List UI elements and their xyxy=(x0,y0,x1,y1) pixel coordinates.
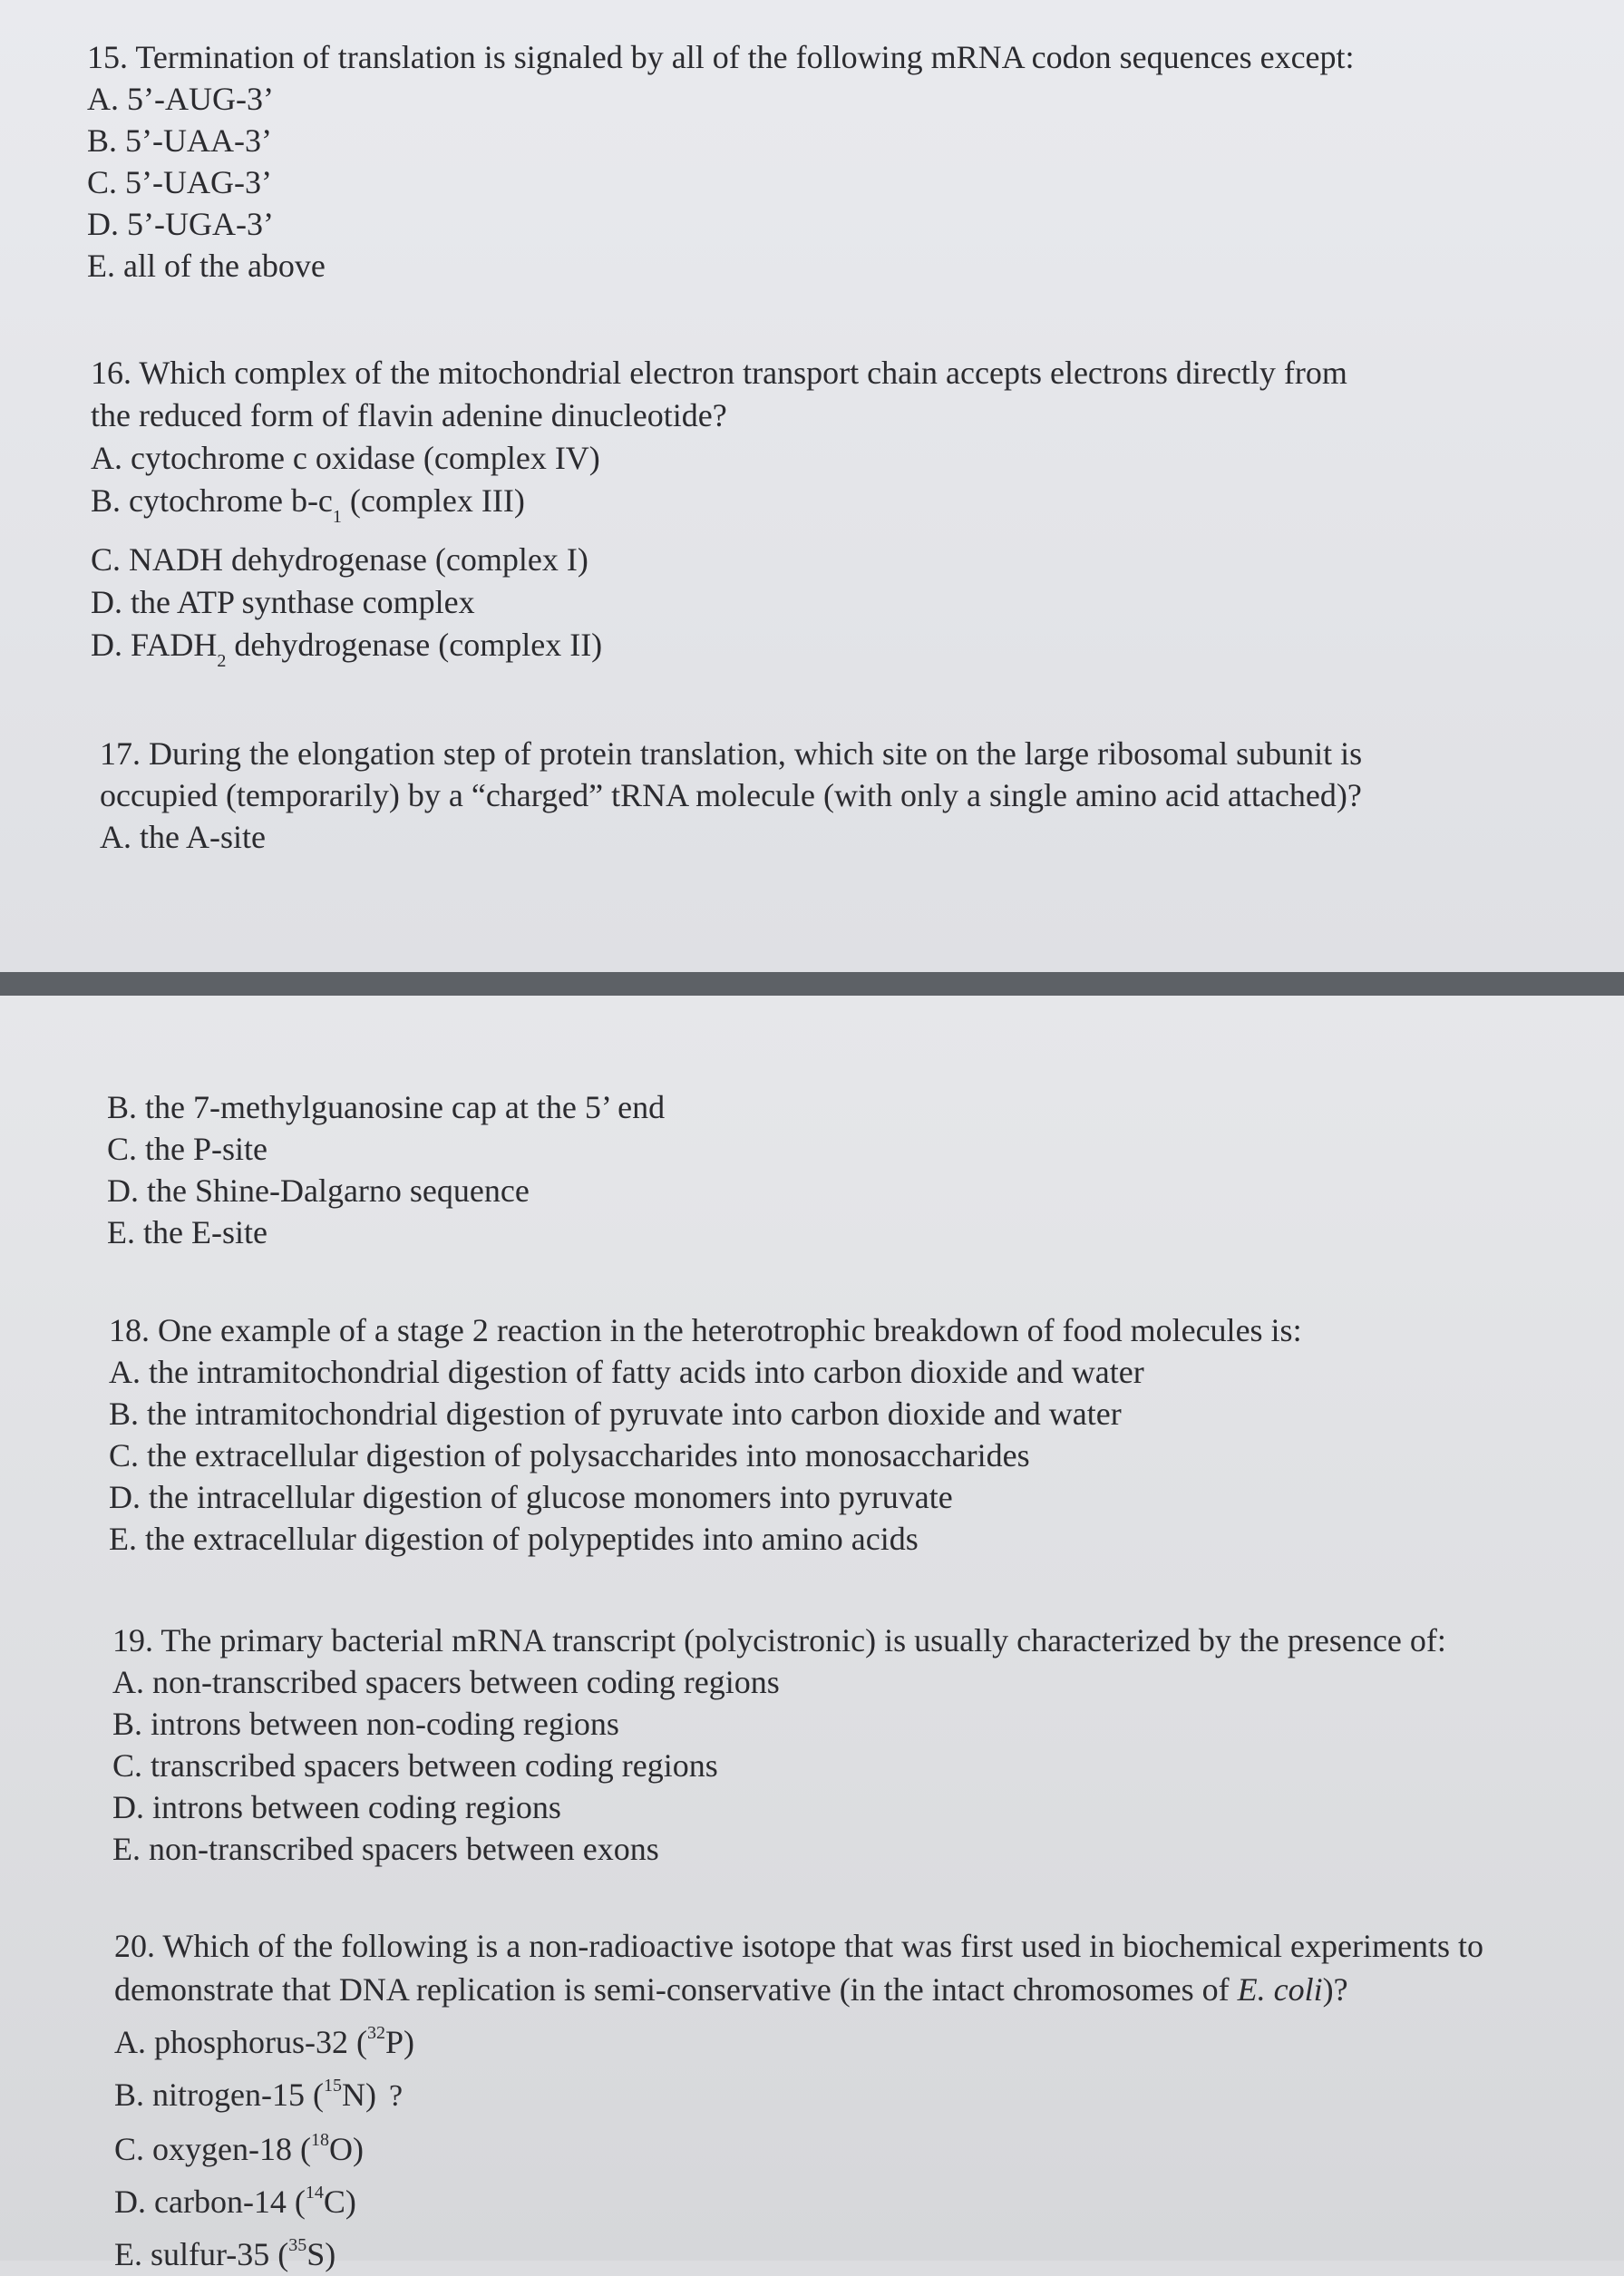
question-20-stem-line1: 20. Which of the following is a non-radioactive isotope that was first used in biochemical experiments to xyxy=(114,1928,1483,1964)
question-20 xyxy=(114,1924,1483,2276)
q16-option-e[interactable]: D. $FADH_2$ dehydrogenase (complex II) xyxy=(91,627,603,671)
q17-option-b[interactable]: B. the 7-methylguanosine cap at the 5’ end xyxy=(107,1089,666,1125)
q20-option-e[interactable]: E. sulfur-35 ($^{35}$S) xyxy=(114,2235,336,2272)
q18-option-e[interactable]: E. the extracellular digestion of polypeptides into amino acids xyxy=(109,1521,919,1557)
q18-option-d[interactable]: D. the intracellular digestion of glucose monomers into pyruvate xyxy=(109,1479,953,1515)
q15-option-b[interactable]: B. 5’-UAA-3’ xyxy=(87,122,272,159)
page-divider xyxy=(0,972,1624,996)
question-17-stem-line2: occupied (temporarily) by a “charged” tRNA molecule (with only a single amino acid attached)? xyxy=(100,777,1362,813)
question-16-stem-line2: the reduced form of flavin adenine dinucleotide? xyxy=(91,397,727,433)
q20-option-c[interactable]: C. oxygen-18 ($^{18}$O) xyxy=(114,2130,364,2167)
q16-option-a[interactable]: A. cytochrome c oxidase (complex IV) xyxy=(91,440,600,476)
q20-option-a[interactable]: A. phosphorus-32 ($^{32}$P) xyxy=(114,2023,414,2060)
q17-option-c[interactable]: C. the P-site xyxy=(107,1131,267,1167)
q17-option-a[interactable]: A. the A-site xyxy=(100,819,266,855)
handwritten-question-mark: ? xyxy=(388,2079,404,2113)
q18-option-a[interactable]: A. the intramitochondrial digestion of fatty acids into carbon dioxide and water xyxy=(109,1354,1144,1390)
q17-option-e[interactable]: E. the E-site xyxy=(107,1214,267,1250)
question-17 xyxy=(100,733,1362,858)
question-17-stem-line1: 17. During the elongation step of protein translation, which site on the large ribosomal subunit is xyxy=(100,735,1363,772)
q19-option-b[interactable]: B. introns between non-coding regions xyxy=(112,1706,619,1742)
question-19 xyxy=(112,1619,1446,1870)
question-18-stem: 18. One example of a stage 2 reaction in the heterotrophic breakdown of food molecules is: xyxy=(109,1312,1302,1348)
q15-option-d[interactable]: D. 5’-UGA-3’ xyxy=(87,206,274,242)
q19-option-e[interactable]: E. non-transcribed spacers between exons xyxy=(112,1831,659,1867)
q18-option-b[interactable]: B. the intramitochondrial digestion of pyruvate into carbon dioxide and water xyxy=(109,1396,1122,1432)
q15-option-a[interactable]: A. 5’-AUG-3’ xyxy=(87,81,274,117)
q17-option-d[interactable]: D. the Shine-Dalgarno sequence xyxy=(107,1172,530,1209)
q20-option-b[interactable]: B. nitrogen-15 ($^{15}$N) ? xyxy=(114,2076,404,2113)
q15-option-c[interactable]: C. 5’-UAG-3’ xyxy=(87,164,272,200)
q18-option-c[interactable]: C. the extracellular digestion of polysaccharides into monosaccharides xyxy=(109,1437,1030,1474)
q16-option-b[interactable]: B. cytochrome $b-c_1$ (complex III) xyxy=(91,482,525,527)
q15-option-e[interactable]: E. all of the above xyxy=(87,248,326,284)
q20-option-d[interactable]: D. carbon-14 ($^{14}$C) xyxy=(114,2183,356,2220)
question-15-stem: 15. Termination of translation is signaled by all of the following mRNA codon sequences except: xyxy=(87,39,1355,75)
q19-option-a[interactable]: A. non-transcribed spacers between coding regions xyxy=(112,1664,780,1700)
question-20-stem-line2: demonstrate that DNA replication is semi-conservative (in the intact chromosomes of E. coli)? xyxy=(114,1971,1348,2008)
q19-option-c[interactable]: C. transcribed spacers between coding regions xyxy=(112,1747,718,1784)
question-17-continued xyxy=(107,1086,665,1253)
q19-option-d[interactable]: D. introns between coding regions xyxy=(112,1789,561,1825)
question-16 xyxy=(91,352,1347,683)
question-15 xyxy=(87,36,1355,287)
question-18 xyxy=(109,1309,1302,1560)
q16-option-c[interactable]: C. NADH dehydrogenase (complex I) xyxy=(91,541,588,578)
question-16-stem-line1: 16. Which complex of the mitochondrial electron transport chain accepts electrons directly from xyxy=(91,355,1347,391)
q16-option-d[interactable]: D. the ATP synthase complex xyxy=(91,584,475,620)
question-19-stem: 19. The primary bacterial mRNA transcript (polycistronic) is usually characterized by the presence of: xyxy=(112,1622,1446,1658)
